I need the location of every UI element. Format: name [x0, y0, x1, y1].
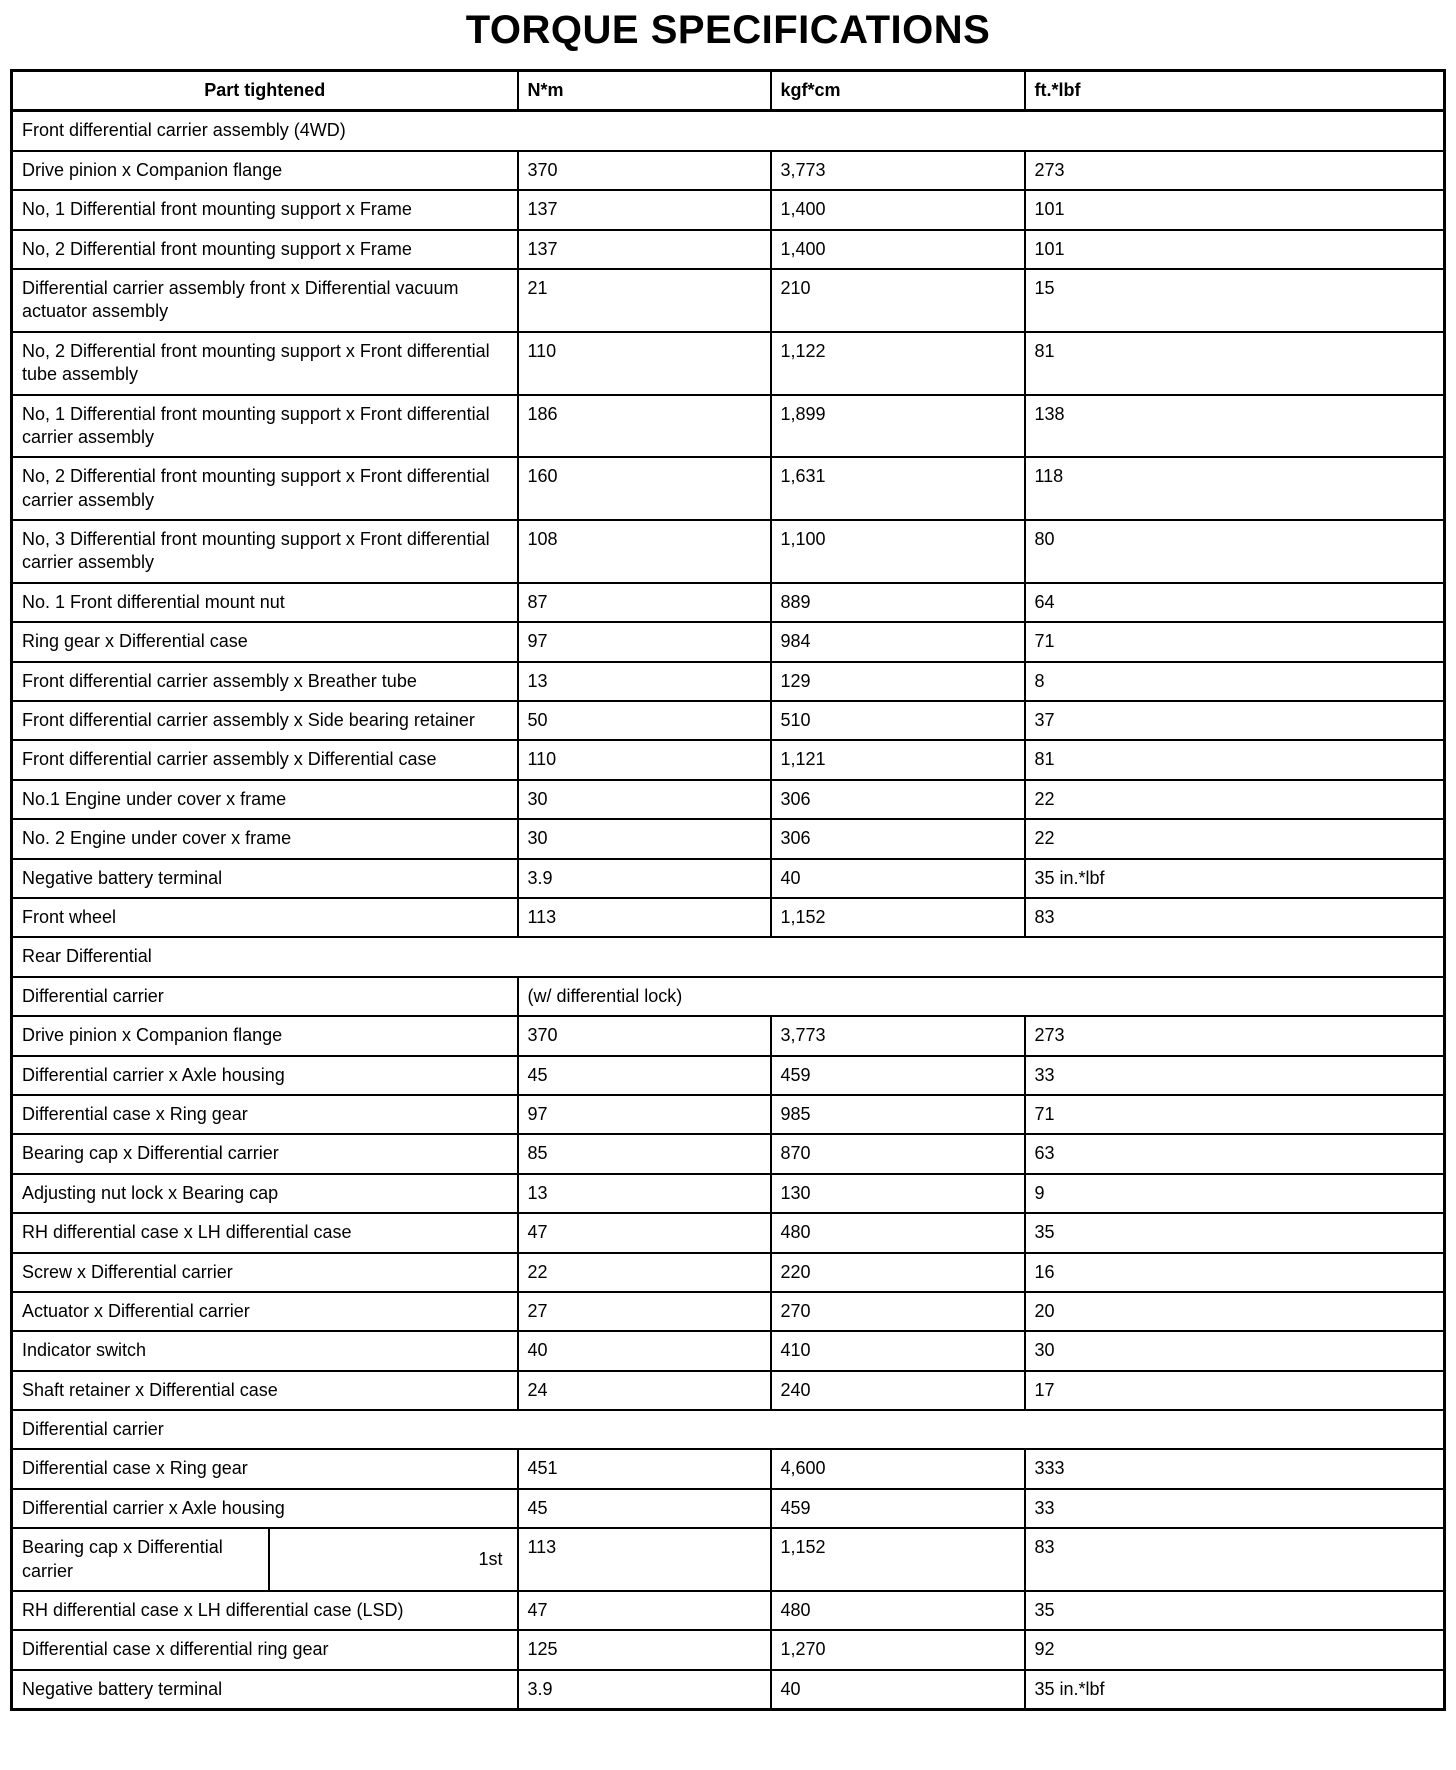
ftlbf-cell: 35 in.*lbf	[1025, 1670, 1445, 1710]
nm-cell: 13	[518, 662, 771, 701]
table-row	[12, 1449, 1445, 1488]
ftlbf-cell: 333	[1025, 1449, 1445, 1488]
torque-specifications-table	[10, 69, 1446, 1711]
table-row	[12, 1134, 1445, 1173]
ftlbf-cell: 273	[1025, 151, 1445, 190]
nm-cell: 125	[518, 1630, 771, 1669]
table-row	[12, 622, 1445, 661]
ftlbf-cell: 101	[1025, 190, 1445, 229]
step-label: 1st	[268, 1529, 516, 1590]
nm-cell: 186	[518, 395, 771, 458]
kgfcm-cell: 270	[771, 1292, 1025, 1331]
part-cell: No.1 Engine under cover x frame	[12, 780, 518, 819]
nm-cell: 113	[518, 1528, 771, 1591]
part-cell: Differential carrier x Axle housing	[12, 1489, 518, 1528]
nm-cell: 45	[518, 1056, 771, 1095]
ftlbf-cell: 15	[1025, 269, 1445, 332]
ftlbf-cell: 35	[1025, 1213, 1445, 1252]
ftlbf-cell: 20	[1025, 1292, 1445, 1331]
nm-cell: 108	[518, 520, 771, 583]
kgfcm-cell: 510	[771, 701, 1025, 740]
ftlbf-cell: 64	[1025, 583, 1445, 622]
part-cell: Differential carrier assembly front x Differential vacuum actuator assembly	[12, 269, 518, 332]
table-row	[12, 1670, 1445, 1710]
kgfcm-cell: 1,121	[771, 740, 1025, 779]
ftlbf-cell: 81	[1025, 740, 1445, 779]
kgfcm-cell: 1,270	[771, 1630, 1025, 1669]
kgfcm-cell: 210	[771, 269, 1025, 332]
table-row	[12, 1630, 1445, 1669]
table-row	[12, 701, 1445, 740]
nm-cell: 113	[518, 898, 771, 937]
ftlbf-cell: 83	[1025, 1528, 1445, 1591]
section-row	[12, 111, 1445, 151]
nm-cell: 45	[518, 1489, 771, 1528]
part-cell: Front wheel	[12, 898, 518, 937]
table-row	[12, 151, 1445, 190]
table-row	[12, 583, 1445, 622]
part-step-group	[13, 1529, 517, 1590]
nm-cell: 97	[518, 622, 771, 661]
part-cell: No. 1 Front differential mount nut	[12, 583, 518, 622]
nm-cell: 30	[518, 780, 771, 819]
part-cell: Screw x Differential carrier	[12, 1253, 518, 1292]
table-row	[12, 780, 1445, 819]
table-row	[12, 662, 1445, 701]
nm-cell: 27	[518, 1292, 771, 1331]
ftlbf-cell: 33	[1025, 1056, 1445, 1095]
ftlbf-cell: 118	[1025, 457, 1445, 520]
ftlbf-header: ft.*lbf	[1025, 71, 1445, 111]
ftlbf-cell: 35	[1025, 1591, 1445, 1630]
table-row	[12, 230, 1445, 269]
nm-cell: 85	[518, 1134, 771, 1173]
part-cell: Adjusting nut lock x Bearing cap	[12, 1174, 518, 1213]
table-row	[12, 977, 1445, 1016]
part-cell: Bearing cap x Differential carrier	[12, 1134, 518, 1173]
table-row	[12, 190, 1445, 229]
section-row	[12, 937, 1445, 976]
part-cell: No, 2 Differential front mounting support x Frame	[12, 230, 518, 269]
part-cell: Differential carrier x Axle housing	[12, 1056, 518, 1095]
ftlbf-cell: 138	[1025, 395, 1445, 458]
nm-cell: 13	[518, 1174, 771, 1213]
table-row	[12, 1253, 1445, 1292]
nm-cell: 21	[518, 269, 771, 332]
part-cell	[12, 1528, 518, 1591]
ftlbf-cell: 71	[1025, 622, 1445, 661]
ftlbf-cell: 80	[1025, 520, 1445, 583]
ftlbf-cell: 273	[1025, 1016, 1445, 1055]
part-label: Bearing cap x Differential carrier	[22, 1537, 223, 1581]
nm-cell: 47	[518, 1591, 771, 1630]
table-row	[12, 1016, 1445, 1055]
table-row	[12, 457, 1445, 520]
kgfcm-cell: 985	[771, 1095, 1025, 1134]
part-cell: Shaft retainer x Differential case	[12, 1371, 518, 1410]
part-cell: Drive pinion x Companion flange	[12, 1016, 518, 1055]
ftlbf-cell: 17	[1025, 1371, 1445, 1410]
ftlbf-cell: 30	[1025, 1331, 1445, 1370]
table-row	[12, 1371, 1445, 1410]
kgfcm-cell: 4,600	[771, 1449, 1025, 1488]
ftlbf-cell: 101	[1025, 230, 1445, 269]
part-cell: Drive pinion x Companion flange	[12, 151, 518, 190]
kgfcm-cell: 1,152	[771, 898, 1025, 937]
kgfcm-cell: 40	[771, 859, 1025, 898]
part-cell: Indicator switch	[12, 1331, 518, 1370]
part-cell: Negative battery terminal	[12, 859, 518, 898]
table-row	[12, 1292, 1445, 1331]
ftlbf-cell: 8	[1025, 662, 1445, 701]
nm-cell: 97	[518, 1095, 771, 1134]
nm-header: N*m	[518, 71, 771, 111]
part-cell: Differential case x Ring gear	[12, 1449, 518, 1488]
nm-cell: 160	[518, 457, 771, 520]
kgfcm-cell: 480	[771, 1213, 1025, 1252]
section-label: Rear Differential	[12, 937, 1445, 976]
kgfcm-header: kgf*cm	[771, 71, 1025, 111]
page-title: TORQUE SPECIFICATIONS	[465, 8, 991, 52]
nm-cell: 3.9	[518, 859, 771, 898]
part-cell: Front differential carrier assembly x Differential case	[12, 740, 518, 779]
nm-cell: 110	[518, 740, 771, 779]
part-cell: Differential case x differential ring gear	[12, 1630, 518, 1669]
table-row	[12, 395, 1445, 458]
nm-cell: 24	[518, 1371, 771, 1410]
part-cell: No, 1 Differential front mounting support x Front differential carrier assembly	[12, 395, 518, 458]
part-cell: Front differential carrier assembly x Breather tube	[12, 662, 518, 701]
part-cell: Actuator x Differential carrier	[12, 1292, 518, 1331]
ftlbf-cell: 37	[1025, 701, 1445, 740]
table-row	[12, 819, 1445, 858]
table-row	[12, 1528, 1445, 1591]
part-cell: No, 2 Differential front mounting support x Front differential tube assembly	[12, 332, 518, 395]
kgfcm-cell: 984	[771, 622, 1025, 661]
part-cell: Differential case x Ring gear	[12, 1095, 518, 1134]
ftlbf-cell: 71	[1025, 1095, 1445, 1134]
kgfcm-cell: 480	[771, 1591, 1025, 1630]
nm-cell: 137	[518, 190, 771, 229]
part-cell: RH differential case x LH differential case	[12, 1213, 518, 1252]
section-row	[12, 1410, 1445, 1449]
part-cell: No. 2 Engine under cover x frame	[12, 819, 518, 858]
ftlbf-cell: 22	[1025, 819, 1445, 858]
table-row	[12, 1331, 1445, 1370]
table-row	[12, 1489, 1445, 1528]
table-row	[12, 859, 1445, 898]
kgfcm-cell: 40	[771, 1670, 1025, 1710]
part-cell: No, 1 Differential front mounting support x Frame	[12, 190, 518, 229]
nm-cell: 47	[518, 1213, 771, 1252]
part-cell: No, 3 Differential front mounting support x Front differential carrier assembly	[12, 520, 518, 583]
kgfcm-cell: 1,400	[771, 190, 1025, 229]
kgfcm-cell: 1,631	[771, 457, 1025, 520]
ftlbf-cell: 81	[1025, 332, 1445, 395]
kgfcm-cell: 306	[771, 780, 1025, 819]
kgfcm-cell: 130	[771, 1174, 1025, 1213]
table-row	[12, 898, 1445, 937]
nm-cell: 370	[518, 1016, 771, 1055]
table-row	[12, 1213, 1445, 1252]
table-row	[12, 1056, 1445, 1095]
section-label: Front differential carrier assembly (4WD)	[12, 111, 1445, 151]
ftlbf-cell: 33	[1025, 1489, 1445, 1528]
nm-cell: 110	[518, 332, 771, 395]
nm-cell: 3.9	[518, 1670, 771, 1710]
ftlbf-cell: 22	[1025, 780, 1445, 819]
ftlbf-cell: 9	[1025, 1174, 1445, 1213]
table-row	[12, 1174, 1445, 1213]
kgfcm-cell: 220	[771, 1253, 1025, 1292]
kgfcm-cell: 459	[771, 1056, 1025, 1095]
table-row	[12, 1095, 1445, 1134]
ftlbf-cell: 92	[1025, 1630, 1445, 1669]
nm-cell: 370	[518, 151, 771, 190]
kgfcm-cell: 870	[771, 1134, 1025, 1173]
ftlbf-cell: 35 in.*lbf	[1025, 859, 1445, 898]
kgfcm-cell: 889	[771, 583, 1025, 622]
ftlbf-cell: 16	[1025, 1253, 1445, 1292]
table-row	[12, 520, 1445, 583]
note-cell: (w/ differential lock)	[518, 977, 1445, 1016]
nm-cell: 30	[518, 819, 771, 858]
table-header-row	[12, 71, 1445, 111]
kgfcm-cell: 1,899	[771, 395, 1025, 458]
kgfcm-cell: 306	[771, 819, 1025, 858]
part-cell: RH differential case x LH differential case (LSD)	[12, 1591, 518, 1630]
part-cell: Ring gear x Differential case	[12, 622, 518, 661]
kgfcm-cell: 240	[771, 1371, 1025, 1410]
kgfcm-cell: 3,773	[771, 1016, 1025, 1055]
kgfcm-cell: 1,152	[771, 1528, 1025, 1591]
kgfcm-cell: 410	[771, 1331, 1025, 1370]
kgfcm-cell: 3,773	[771, 151, 1025, 190]
kgfcm-cell: 129	[771, 662, 1025, 701]
kgfcm-cell: 459	[771, 1489, 1025, 1528]
kgfcm-cell: 1,122	[771, 332, 1025, 395]
section-label: Differential carrier	[12, 1410, 1445, 1449]
ftlbf-cell: 83	[1025, 898, 1445, 937]
part-cell: Negative battery terminal	[12, 1670, 518, 1710]
nm-cell: 40	[518, 1331, 771, 1370]
table-row	[12, 332, 1445, 395]
table-row	[12, 740, 1445, 779]
nm-cell: 137	[518, 230, 771, 269]
table-row	[12, 1591, 1445, 1630]
kgfcm-cell: 1,400	[771, 230, 1025, 269]
ftlbf-cell: 63	[1025, 1134, 1445, 1173]
part-cell: Differential carrier	[12, 977, 518, 1016]
part-tightened-header: Part tightened	[12, 71, 518, 111]
kgfcm-cell: 1,100	[771, 520, 1025, 583]
part-cell: Front differential carrier assembly x Side bearing retainer	[12, 701, 518, 740]
nm-cell: 87	[518, 583, 771, 622]
part-cell: No, 2 Differential front mounting support x Front differential carrier assembly	[12, 457, 518, 520]
nm-cell: 50	[518, 701, 771, 740]
nm-cell: 451	[518, 1449, 771, 1488]
table-row	[12, 269, 1445, 332]
nm-cell: 22	[518, 1253, 771, 1292]
torque-table-body	[12, 111, 1445, 1710]
